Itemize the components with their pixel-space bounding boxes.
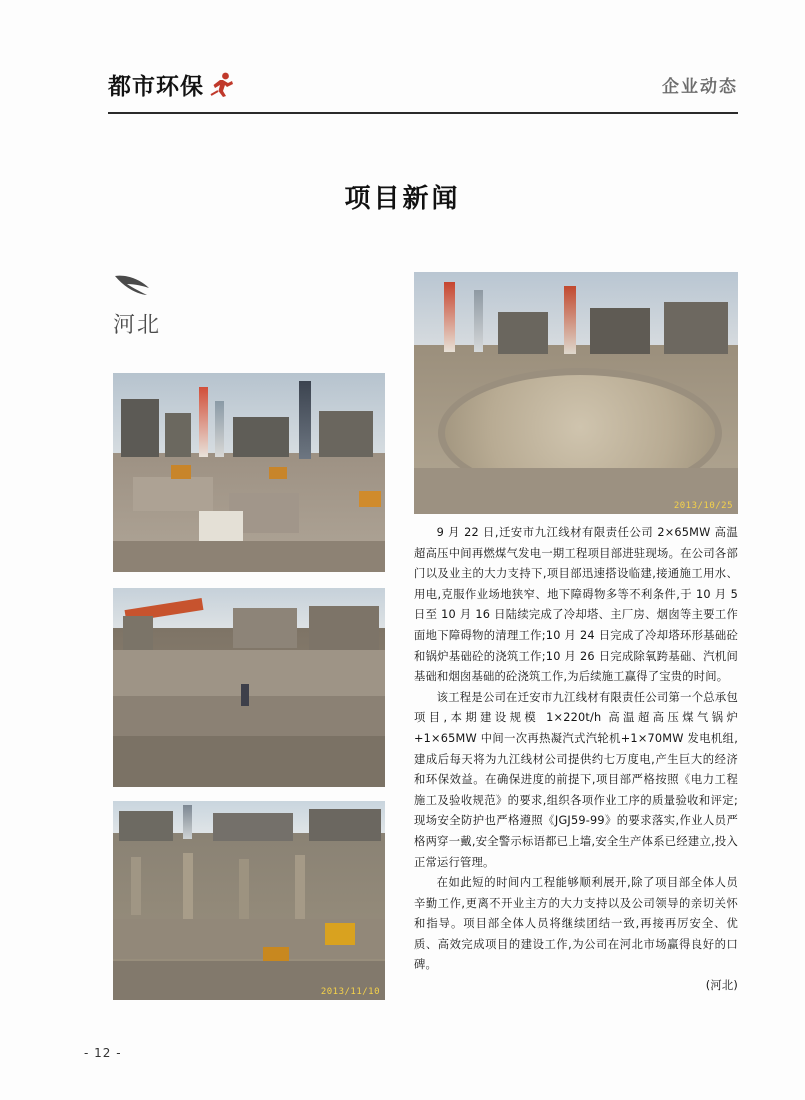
photo-foundation-construction [113,801,385,1000]
photo-date-stamp: 2013/11/10 [320,987,380,997]
map-pointer-icon [113,272,163,306]
page-header [108,68,738,110]
article-body [414,523,738,997]
article-paragraph: 在如此短的时间内工程能够顺利展开,除了项目部全体人员辛勤工作,更离不开业主方的大力支持以及公司领导的亲切关怀和指导。项目部全体人员将继续团结一致,再接再厉安全、优质、高效完成项目的建设工作,为公司在河北市场赢得良好的口碑。 [414,876,738,972]
photo-demolition-site [113,588,385,787]
header-divider [108,112,738,114]
article-paragraph: 9 月 22 日,迁安市九江线材有限责任公司 2×65MW 高温超高压中间再燃煤气发电一期工程项目部进驻现场。在公司各部门以及业主的大力支持下,项目部迅速搭设临建,接通施工用水、用电,克服作业场地狭窄、地下障碍物多等不利条件,于 10 月 5 日至 10 月 16 日陆续完成了冷却塔、主厂房、烟囱等主要工作面地下障碍物的清理工作;10 月 24 日完成了冷却塔环形基础砼和锅炉基础砼的浇筑工作;10 月 26 日完成除氧跨基础、汽机间基础和烟囱基础的砼浇筑工作,为后续施工赢得了宝贵的时间。 [414,526,738,684]
running-figure-logo-icon [210,71,236,99]
photo-foundation-rebar-ring [414,272,738,514]
masthead [108,68,236,101]
section-label: 企业动态 [662,77,738,97]
region-block [113,272,293,350]
region-name: 河北 [113,313,162,338]
photo-date-stamp: 2013/10/25 [673,501,733,511]
page-title: 项目新闻 [344,184,461,214]
article-paragraph: 该工程是公司在迁安市九江线材有限责任公司第一个总承包项目,本期建设规模 1×220t/h 高温超高压煤气锅炉+1×65MW 中间一次再热凝汽式汽轮机+1×70MW 发电机组,建成后每天将为九江线材公司提供约七万度电,产生巨大的经济和环保效益。在确保进度的前提下,项目部严格按照《电力工程施工及验收规范》的要求,组织各项作业工序的质量验收和评定;现场安全防护也严格遵照《JGJ59-99》的要求落实,作业人员严格两穿一戴,安全警示标语都已上墙,安全生产体系已经建立,投入正常运行管理。 [414,690,738,869]
page-number: - 12 - [84,1046,122,1060]
photo-industrial-site-overview [113,373,385,572]
masthead-title: 都市环保 [108,74,204,100]
article-byline: (河北) [705,979,738,993]
